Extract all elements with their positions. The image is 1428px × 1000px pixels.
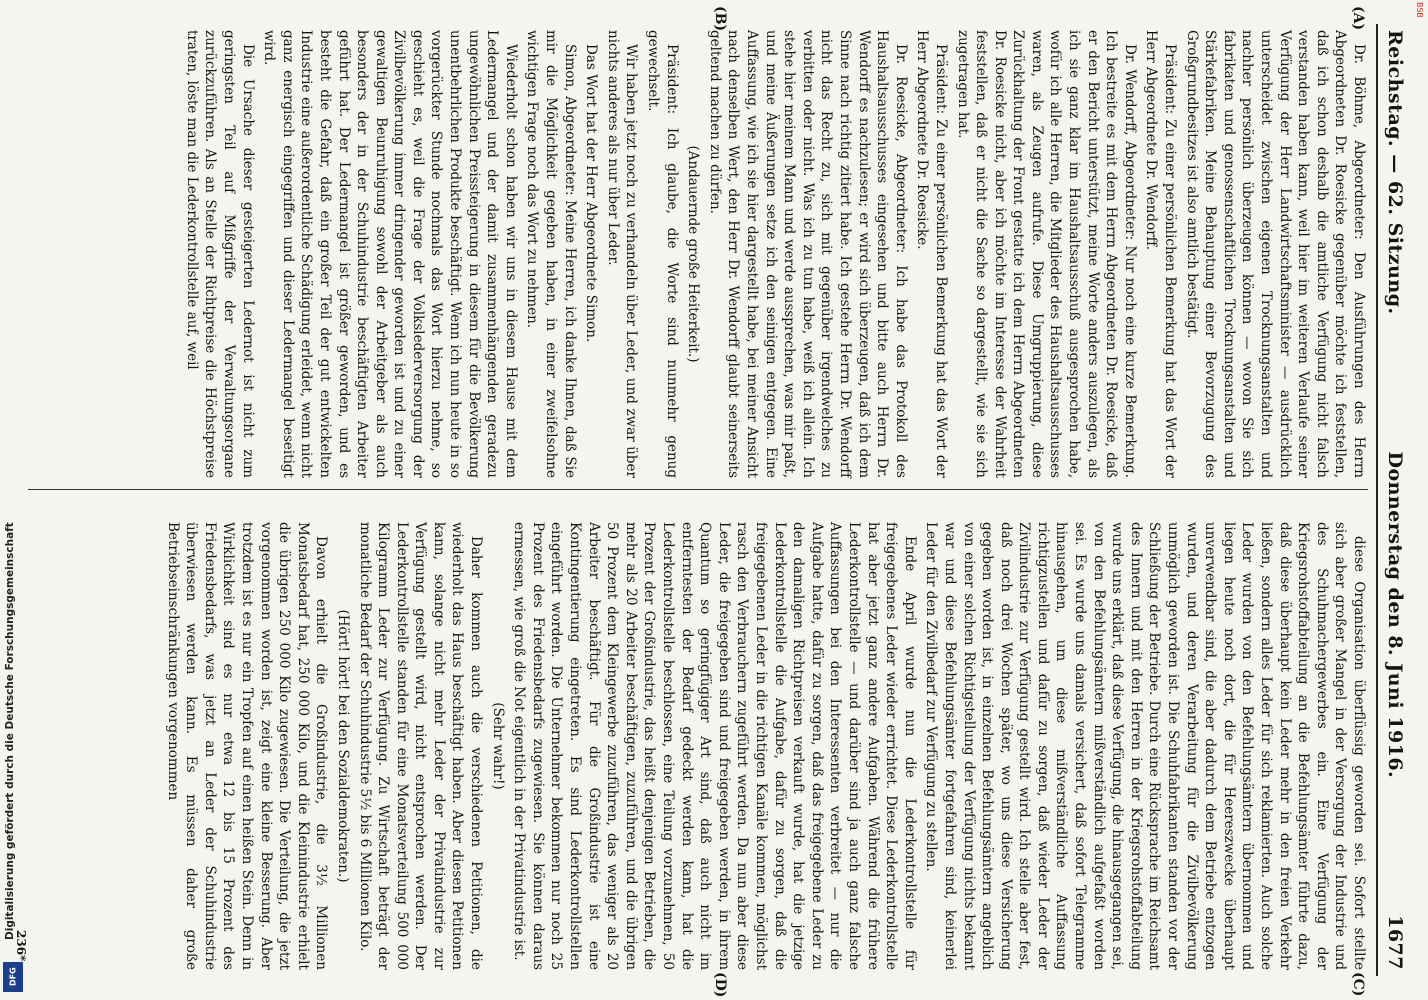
interjection: (Sehr wahr!) (489, 702, 506, 790)
right-column (160, 522, 1368, 970)
paragraph: Wiederholt schon haben wir uns in diesem Hause mit dem Ledermangel und der damit zusammenhängenden geradezu ungewöhnlichen Preissteigerung in diesem für die Bevölkerung unentbehrlichen Produkte beschäftigt. Wenn ich nun heute in so vorgerückter Stunde nochmals das Wort hierzu nehme, so geschieht es, weil die Frage der Volkslederversorgung der Zivilbevölkerung immer dringender geworden ist und zu einer gewaltigen Beunruhigung sowohl der Arbeitgeber als auch besonders der in der Schuhindustrie beschäftigten Arbeiter geführt hat. Der Ledermangel ist größer geworden, und es besteht die Gefahr, daß ein großer Teil der gut entwickelten Industrie eine außerordentliche Schädigung erleidet, wenn nicht ganz energisch eingegriffen und dieser Ledermangel beseitigt wird. (261, 30, 519, 478)
paragraph: Dr. Wendorff, Abgeordneter: Nur noch eine kurze Bemerkung. Ich bestreite es mit dem Herrn Abgeordneten Dr. Roesicke, daß er den Bericht unterstützt, meine Worte anders auszulegen, als ich sie ganz klar im Haushaltsausschuß ausgesprochen habe, wofür ich alle Herren, die Mitglieder des Haushaltsausschusses waren, als Zeugen aufrufe. Diese Umgruppierung, diese Zurückhaltung der Front gestatte ich dem Herrn Abgeordneten Dr. Roesicke nicht, aber ich möchte im Interesse der Wahrheit feststellen, daß er nicht die Sache so dargestellt, wie sie sich zugetragen hat. (954, 30, 1138, 478)
paragraph: Präsident: Ich glaube, die Worte sind nunmehr genug gewechselt. (645, 30, 680, 478)
margin-mark-c: (C) (1350, 972, 1366, 997)
paragraph: Präsident: Zu einer persönlichen Bemerkung hat das Wort der Herr Abgeordnete Dr. Wendorff. (1143, 30, 1179, 478)
header-center: Donnerstag den 8. Juni 1916. (1384, 451, 1406, 779)
paragraph: diese Organisation überflüssig geworden sei. Sofort stellte sich aber großer Mangel in der Versorgung der Industrie und des Schuhmachergewerbes ein. Eine Verfügung der Kriegsrohstoffabteilung an die Befehlungsämter führte dazu, daß diese überhaupt kein Leder mehr in den freien Verkehr ließen, sondern alles Leder für sich reklamierten. Auch solche Leder wurden von den Befehlungsämtern übernommen und liegen heute noch dort, die für Heereszwecke überhaupt unverwendbar sind, die aber dadurch dem Betriebe entzogen wurden, und deren Verarbeitung für die Zivilbevölkerung unmöglich geworden ist. Die Schuhfabrikanten standen vor der Schließung der Betriebe. Durch eine Rücksprache im Reichsamt des Innern und mit den Herren in der Kriegsrohstoffabteilung wurde uns erklärt, daß diese Verfügung, die hinausgegangen sei, von den Befehlungsämtern mißverständlich aufgefaßt worden sei. Es wurde uns damals versichert, daß sofort Telegramme hinausgehen, um diese mißverständliche Auffassung richtigzustellen und dafür zu sorgen, daß wieder Leder der Zivilindustrie zur Verfügung gestellt wird. Ich stelle aber fest, daß noch drei Wochen später, wo uns diese Versicherung gegeben worden ist, in einzelnen Befehlungsämtern angeblich von einer solchen Richtigstellung der Verfügung nichts bekannt war und diese Befehlungsämter fortgefahren sind, keinerlei Leder für den Zivilbedarf zur Verfügung zu stellen. (923, 522, 1367, 970)
digitization-sidebar (0, 0, 26, 1000)
paragraph: Die Ursache dieser gesteigerten Ledernot ist nicht zum geringsten Teil auf Mißgriffe der Verwaltungsorgane zurückzuführen. Als an Stelle der Richtpreise die Höchstpreise traten, löste man die Lederkontrollstelle auf, weil (183, 30, 256, 478)
footer-signature-mark: 236* (14, 930, 28, 962)
left-column (179, 30, 1368, 478)
interjection: (Andauernde große Heiterkeit.) (685, 145, 702, 363)
margin-mark-a: (A) (1350, 6, 1366, 31)
interjection: (Hört! hört! bei den Sozialdemokraten.) (334, 609, 351, 883)
paragraph: Dr. Böhme, Abgeordneter: Den Ausführungen des Herrn Abgeordneten Dr. Roesicke gegenüber möchte ich feststellen, daß ich schon deshalb die amtliche Verfügung nicht falsch verstanden haben kann, weil hier im weiteren Verlaufe seiner Verfügung der Herr Landwirtschaftsminister — ausdrücklich unterscheidet zwischen eigenen Trocknungsanstalten und nachher persönlich überzeugen können — wovon Sie sich fabrikaten und genossenschaftlichen Trocknungsanstalten und Stärkefabriken. Meine Behauptung einer Bevorzugung des Großgrundbesitzes ist also amtlich bestätigt. (1183, 30, 1367, 478)
paragraph: Simon, Abgeordneter: Meine Herren, ich danke Ihnen, daß Sie mir die Möglichkeit gegeben haben, in einer zweifelsohne wichtigen Frage noch das Wort zu nehmen. (524, 30, 578, 478)
paragraph: Wir haben jetzt noch zu verhandeln über Leder, und zwar über nichts anderes als nur über Leder. (604, 30, 640, 478)
margin-mark-d: (D) (712, 972, 728, 998)
paragraph: Ende April wurde nun die Lederkontrollstelle für freigegebenes Leder wieder errichtet. Diese Lederkontrollstelle hat aber jetzt ganz andere Aufgaben. Während die frühere Lederkontrollstelle — und darüber sind ja auch ganz falsche Auffassungen bei den Interessenten verbreitet — nur die Aufgabe hatte, dafür zu sorgen, daß das freigegebene Leder zu den damaligen Richtpreisen verkauft wurde, hat die jetzige Lederkontrollstelle die Aufgabe, dafür zu sorgen, daß die freigegebenen Leder in die richtigen Kanäle kommen, möglichst rasch den Verbrauchern zugeführt werden. Da nun aber diese Leder, die freigegeben sind und freigegeben werden, in ihrem Quantum so geringfügiger Art sind, daß auch nicht im entferntesten der Bedarf gedeckt werden kann, hat die Lederkontrollstelle beschlossen, eine Teilung vorzunehmen, 50 Prozent der Großindustrie, das heißt denjenigen Betrieben, die mehr als 20 Arbeiter beschäftigen, zuzuführen, und die übrigen 50 Prozent dem Kleingewerbe zuzuführen, das weniger als 20 Arbeiter beschäftigt. Für die Großindustrie ist eine Kontingentierung eingetreten. Es sind Lederkontrollstellen eingeführt worden. Die Unternehmer bekommen nur noch 25 Prozent des Friedensbedarfs zugewiesen. Sie können daraus ermessen, wie groß die Not eigentlich in der Privatindustrie ist. (511, 522, 918, 970)
paragraph: Präsident: Zu einer persönlichen Bemerkung hat das Wort der Herr Abgeordnete Dr. Roesicke. (914, 30, 949, 478)
paragraph: Das Wort hat der Herr Abgeordnete Simon. (583, 44, 600, 343)
dfg-logo-icon: DFG (3, 962, 23, 992)
header-rule (1376, 24, 1378, 976)
margin-mark-b: (B) (712, 6, 728, 32)
dfg-credit-text: Digitalisierung gefördert durch die Deutsche Forschungsgemeinschaft (4, 522, 16, 940)
paragraph: Daher kommen auch die verschiedenen Petitionen, die wiederholt das Haus beschäftigt haben. Aber diesen Petitionen kann, solange nicht mehr Leder der Privatindustrie zur Verfügung gestellt wird, nicht entsprochen werden. Der Lederkontrollstelle standen für eine Monatsverteilung 500 000 Kilogramm Leder zur Verfügung. Zu Wirtschaft beträgt der monatliche Bedarf der Schuhindustrie 5½ bis 6 Millionen Kilo. (356, 522, 485, 970)
library-corner-mark: BSB (1415, 2, 1424, 18)
header-left: Reichstag. — 62. Sitzung. (1384, 30, 1406, 315)
paragraph: Davon erhielt die Großindustrie, die 3½ Millionen Monatsbedarf hat, 250 000 Kilo, und die Kleinindustrie erhielt die übrigen 250 000 Kilo zugewiesen. Die Verteilung, die jetzt vorgenommen worden ist, zeigt eine kleine Besserung. Aber trotzdem ist es nur ein Tropfen auf einen heißen Stein. Denn in Wirklichkeit sind es nur etwa 12 bis 15 Prozent des Friedensbedarfs, was jetzt an Leder der Schuhindustrie überwiesen werden kann. Es müssen daher große Betriebseinschränkungen vorgenommen (164, 522, 330, 970)
running-header (1384, 30, 1416, 970)
column-divider (28, 489, 1368, 490)
page-number: 1677 (1384, 915, 1406, 970)
paragraph: Dr. Roesicke, Abgeordneter: Ich habe das Protokoll des Haushaltsausschusses eingesehen und bitte auch Herrn Dr. Wendorff es nachzulesen; er wird sich überzeugen, daß ich dem Sinne nach richtig zitiert habe. Ich gestehe Herrn Dr. Wendorff nicht das Recht zu, sich mit gegenüber irgendwelches zu verbitten oder nicht. Was ich zu tun habe, weiß ich allein. Ich stehe hier meinem Mann und werde aussprechen, was mir paßt, und meine Äußerungen setze ich den seinigen entgegen. Eine Auffassung, wie ich sie hier dargestellt habe, bei meiner Ansicht nach denselben Wert, den Herr Dr. Wendorff glaubt seinerseits geltend machen zu dürfen. (706, 30, 909, 478)
